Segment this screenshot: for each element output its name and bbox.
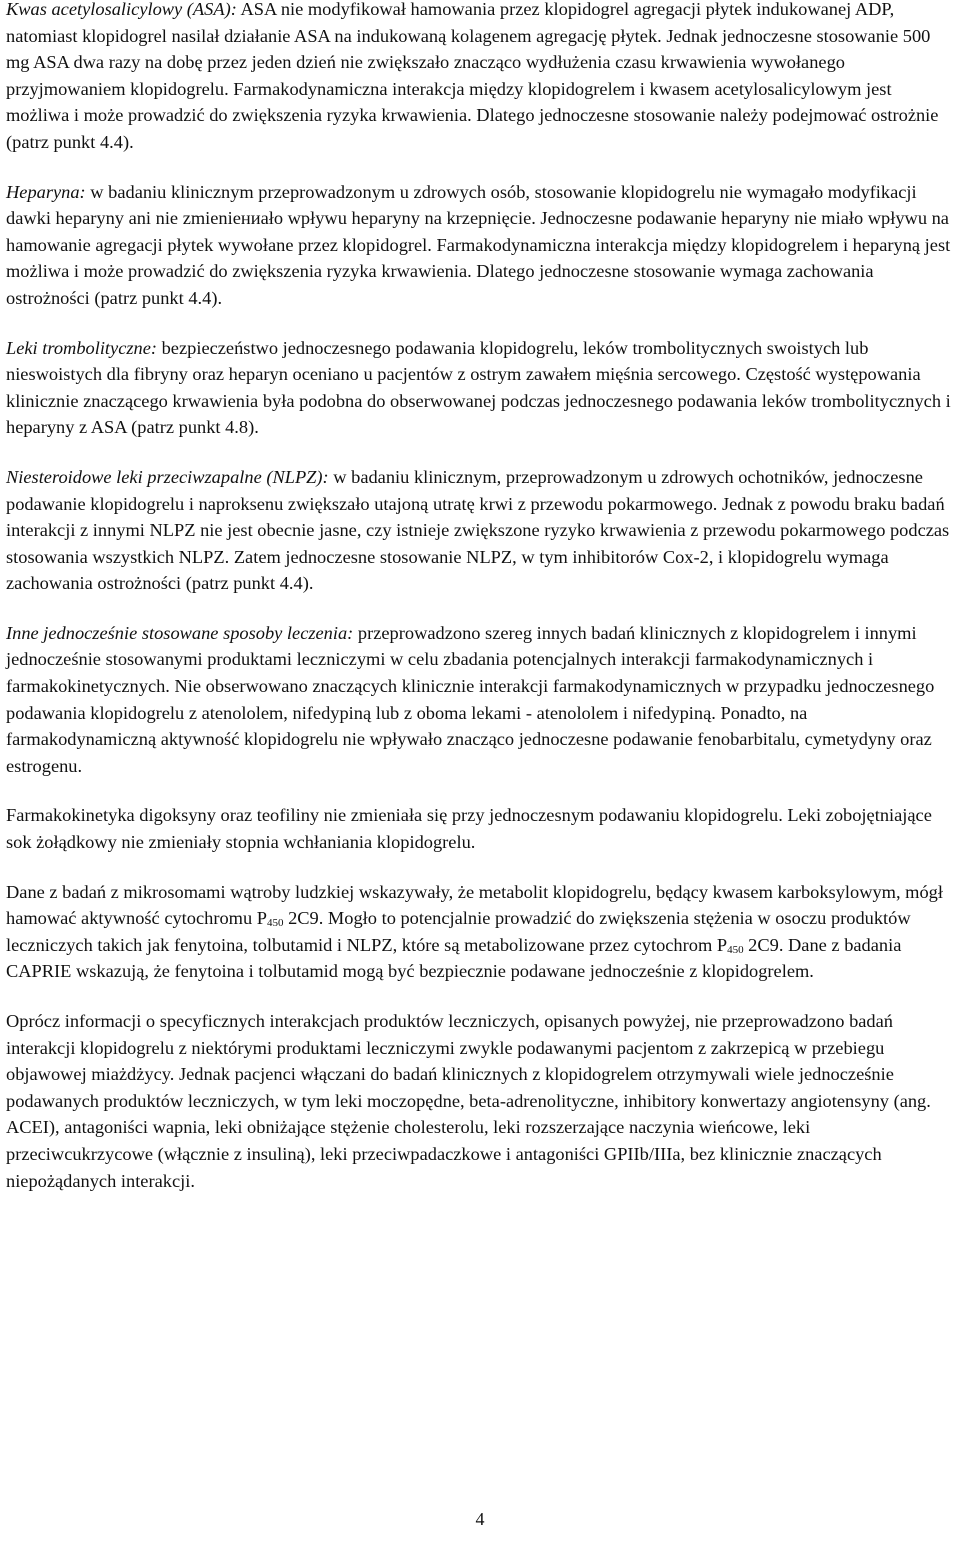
asa-label: Kwas acetylosalicylowy (ASA): [6, 0, 237, 19]
paragraph-nsaid [6, 464, 958, 597]
page-number: 4 [475, 1509, 485, 1529]
digoxin-text: Farmakokinetyka digoksyny oraz teofiliny nie zmieniała się przy jednoczesnym podawaniu klopidogrelu. Leki zobojętniające sok żołądkowy nie zmieniały stopnia wchłaniania klopidogrelu. [6, 805, 932, 853]
asa-text: ASA nie modyfikował hamowania przez klopidogrel agregacji płytek indukowanej ADP, natomiast klopidogrel nasilał działanie ASA na indukowaną kolagenem agregację płytek. Jednak jednoczesne stosowanie 500 mg ASA dwa razy na dobę przez jeden dzień nie zwiększało znacząco wydłużenia czasu krwawienia wywołanego przyjmowaniem klopidogrelu. Farmakodynamiczna interakcja między klopidogrelem i kwasem acetylosalicylowym jest możliwa i może prowadzić do zwiększenia ryzyka krwawienia. Dlatego jednoczesne stosowanie należy podejmować ostrożnie (patrz punkt 4.4). [6, 0, 939, 152]
nsaid-label: Niesteroidowe leki przeciwzapalne (NLPZ): [6, 466, 329, 487]
paragraph-other-treatments [6, 620, 958, 780]
microsomes-text-b: 2C9. Mogło to potencjalnie prowadzić do zwiększenia stężenia w osoczu produktów leczniczych takich jak fenytoina, tolbutamid i NLPZ, które są metabolizowane przez cytochrom P [6, 908, 911, 955]
other-treatments-text: przeprowadzono szereg innych badań klinicznych z klopidogrelem i innymi jednocześnie stosowanymi produktami leczniczymi w celu zbadania potencjalnych interakcji farmakodynamicznych i farmakokinetycznych. Nie obserwowano znaczących klinicznie interakcji farmakodynamicznych w przypadku jednoczesnego podawania klopidogrelu z atenololem, nifedypiną lub z oboma lekami - atenololem i nifedypiną. Ponadto, na farmakodynamiczną aktywność klopidogrelu nie wpływało znacząco jednoczesne podawanie fenobarbitalu, cymetydyny oraz estrogenu. [6, 622, 935, 776]
summary-text: Oprócz informacji o specyficznych interakcjach produktów leczniczych, opisanych powyżej, nie przeprowadzono badań interakcji klopidogrelu z niektórymi produktami leczniczymi zwykle podawanymi pacjentom z zakrzepicą w przebiegu objawowej miażdżycy. Jednak pacjenci włączani do badań klinicznych z klopidogrelem otrzymywali wiele jednocześnie podawanych produktów leczniczych, w tym leki moczopędne, beta-adrenolityczne, inhibitory konwertazy angiotensyny (ang. ACEI), antagoniści wapnia, leki obniżające stężenie cholesterolu, leki rozszerzające naczynia wieńcowe, leki przeciwcukrzycowe (włącznie z insuliną), leki przeciwpadaczkowe i antagoniści GPIIb/IIIa, bez klinicznie znaczących niepożądanych interakcji. [6, 1011, 931, 1191]
nsaid-text: w badaniu klinicznym, przeprowadzonym u zdrowych ochotników, jednoczesne podawanie klopidogrelu i naproksenu zwiększało utajoną utratę krwi z przewodu pokarmowego. Jednak z powodu braku badań interakcji z innymi NLPZ nie jest obecnie jasne, czy istnieje zwiększone ryzyko krwawienia z przewodu pokarmowego podczas stosowania wszystkich NLPZ. Zatem jednoczesne stosowanie NLPZ, w tym inhibitorów Cox-2, i klopidogrelu wymaga zachowania ostrożności (patrz punkt 4.4). [6, 466, 950, 594]
cytochrome-subscript-b: 450 [727, 943, 744, 956]
heparin-label: Heparyna: [6, 181, 86, 202]
cytochrome-subscript-a: 450 [266, 917, 284, 930]
thrombolytics-label: Leki trombolityczne: [6, 337, 158, 358]
paragraph-asa [6, 0, 958, 156]
paragraph-summary [6, 1008, 958, 1194]
paragraph-digoxin [6, 802, 958, 855]
microsomes-text-a: Dane z badań z mikrosomami wątroby ludzkiej wskazywały, że metabolit klopidogrelu, będący kwasem karboksylowym, mógł hamować aktywność cytochromu P [6, 881, 943, 929]
paragraph-heparin [6, 179, 958, 312]
thrombolytics-text: bezpieczeństwo jednoczesnego podawania klopidogrelu, leków trombolitycznych swoistych lub nieswoistych dla fibryny oraz heparyn oceniano u pacjentów z ostrym zawałem mięśnia sercowego. Częstość występowania klinicznie znaczącego krwawienia była podobna do obserwowanej podczas jednoczesnego podawania leków trombolitycznych i heparyny z ASA (patrz punkt 4.8). [6, 337, 951, 438]
paragraph-thrombolytics [6, 335, 958, 441]
paragraph-microsomes [6, 879, 958, 985]
heparin-text: w badaniu klinicznym przeprowadzonym u zdrowych osób, stosowanie klopidogrelu nie wymagało modyfikacji dawki heparyny ani nie zmieniениało wpływu heparyny na krzepnięcie. Jednoczesne podawanie heparyny nie miało wpływu na hamowanie agregacji płytek wywołane przez klopidogrel. Farmakodynamiczna interakcja między klopidogrelem i heparyną jest możliwa i może prowadzić do zwiększenia ryzyka krwawienia. Dlatego jednoczesne stosowanie wymaga zachowania ostrożności (patrz punkt 4.4). [6, 181, 951, 308]
microsomes-text-c: 2C9. Dane z badania CAPRIE wskazują, że fenytoina i tolbutamid mogą być bezpiecznie podawane jednocześnie z klopidogrelem. [6, 934, 902, 982]
document-page [6, 0, 958, 1217]
other-treatments-label: Inne jednocześnie stosowane sposoby leczenia: [6, 622, 354, 643]
